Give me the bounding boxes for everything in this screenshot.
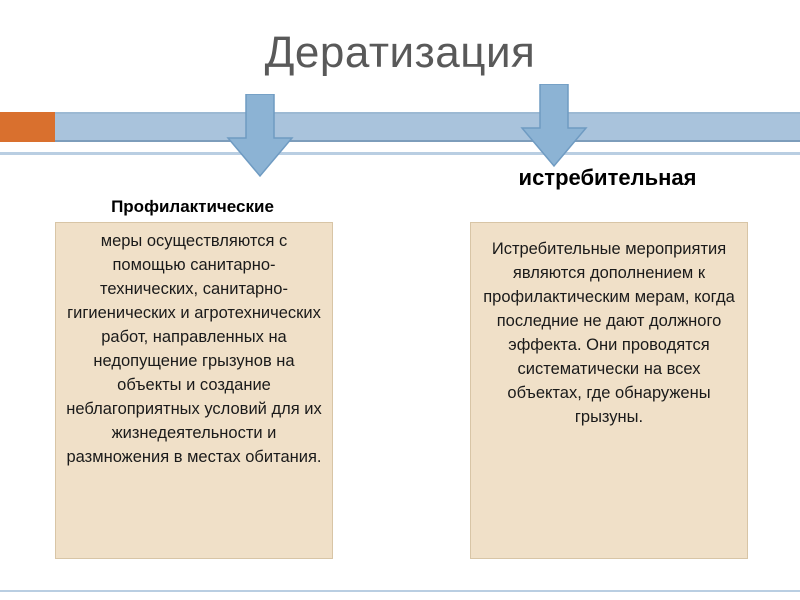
banner-orange-accent	[0, 112, 55, 142]
left-text-box: меры осуществляются с помощью санитарно-технических, санитарно-гигиенических и агротехнических работ, направленных на недопущение грызунов на объекты и создание неблагоприятных условий для их жизнедеятельности и размножения в местах обитания.	[55, 222, 333, 559]
right-text-box: Истребительные мероприятия являются дополнением к профилактическим мерам, когда последние не дают должного эффекта. Они проводятся систематически на всех объектах, где обнаружены грызуны.	[470, 222, 748, 559]
page-title: Дератизация	[264, 28, 536, 77]
banner-bottom-line	[0, 140, 800, 142]
right-heading: истребительная	[518, 165, 697, 190]
left-heading: Профилактические	[111, 197, 274, 216]
banner-blue-bar	[0, 114, 800, 140]
arrow-down-left-icon	[222, 94, 302, 180]
right-column-heading-wrap	[470, 165, 745, 191]
banner-thin-line	[0, 152, 800, 155]
left-column-heading-wrap	[55, 196, 330, 218]
arrow-down-right-icon	[516, 84, 596, 170]
footer-line	[0, 590, 800, 592]
